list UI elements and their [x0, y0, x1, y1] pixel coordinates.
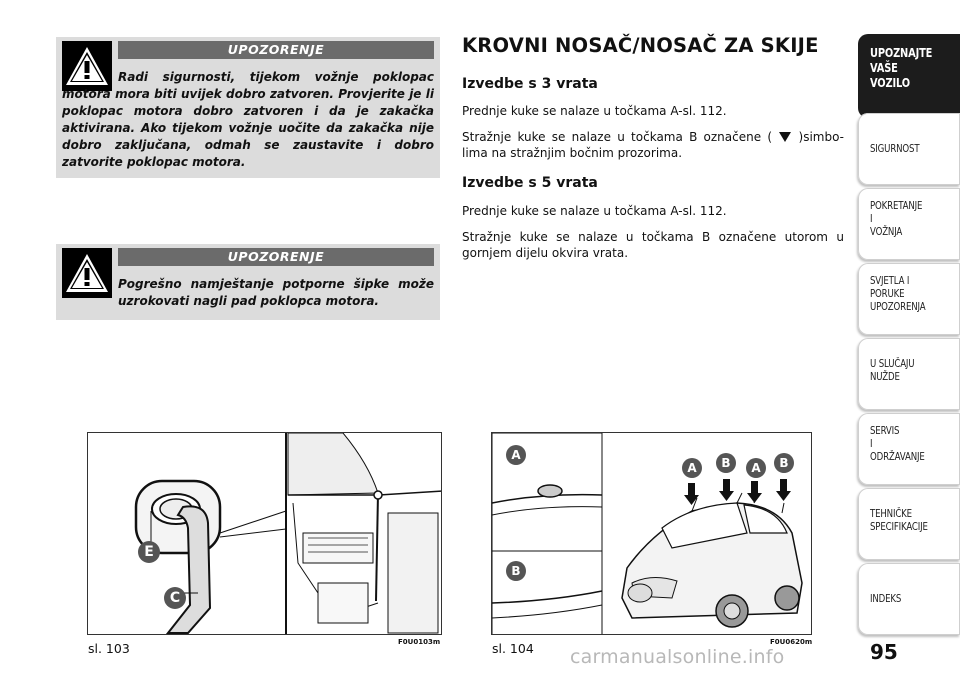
marker-b: B	[716, 453, 736, 473]
marker-a: A	[506, 445, 526, 465]
tab-label: SERVIS I ODRŽAVANJE	[870, 425, 925, 463]
tab-label: TEHNIČKE SPECIFIKACIJE	[870, 508, 928, 533]
warning-heading: UPOZORENJE	[118, 41, 434, 59]
tab-sigurnost[interactable]	[858, 113, 960, 185]
tab-label: U SLUČAJU NUŽDE	[870, 358, 915, 383]
warning-box-support-rod	[56, 244, 440, 320]
marker-a: A	[746, 458, 766, 478]
paragraph-text: )simbo-lima na stražnjim bočnim prozorima.	[462, 130, 844, 160]
paragraph: Prednje kuke se nalaze u točkama A-sl. 112.	[462, 204, 727, 218]
figure-label: sl. 104	[492, 641, 534, 656]
warning-heading: UPOZORENJE	[118, 248, 434, 266]
down-triangle-symbol-icon	[779, 132, 791, 142]
hood-rod-illustration	[88, 433, 442, 635]
figure-code: F0U0103m	[398, 638, 441, 646]
tab-svjetla-i-poruke-upozorenja[interactable]	[858, 263, 960, 335]
figure-label: sl. 103	[88, 641, 130, 656]
marker-a: A	[682, 458, 702, 478]
tab-label: UPOZNAJTE VAŠE VOZILO	[870, 46, 933, 90]
marker-c: C	[164, 587, 186, 609]
watermark: carmanualsonline.info	[570, 646, 785, 668]
warning-triangle-icon	[62, 248, 112, 298]
tab-label: SVJETLA I PORUKE UPOZORENJA	[870, 275, 926, 313]
page-title: KROVNI NOSAČ/NOSAČ ZA SKIJE	[462, 34, 819, 57]
warning-box-hood-closed	[56, 37, 440, 178]
tab-servis-i-odrzavanje[interactable]	[858, 413, 960, 485]
figure-hood-support-rod	[87, 432, 442, 635]
tab-label: INDEKS	[870, 593, 902, 605]
marker-b: B	[506, 561, 526, 581]
paragraph	[462, 129, 844, 161]
tab-upoznajte-vase-vozilo[interactable]	[858, 34, 960, 118]
figure-code: F0U0620m	[770, 638, 813, 646]
paragraph: Prednje kuke se nalaze u točkama A-sl. 112.	[462, 104, 727, 118]
marker-e: E	[138, 541, 160, 563]
tab-indeks[interactable]	[858, 563, 960, 635]
warning-text: Pogrešno namještanje potporne šipke može uzrokovati nagli pad poklopca motora.	[118, 277, 434, 308]
section-heading-5-door: Izvedbe s 5 vrata	[462, 175, 598, 191]
paragraph: Stražnje kuke se nalaze u točkama B označene utorom u gornjem dijelu okvira vrata.	[462, 230, 844, 260]
tab-label: SIGURNOST	[870, 143, 920, 155]
figure-roof-rack-points	[491, 432, 812, 635]
tab-label: POKRETANJE I VOŽNJA	[870, 200, 923, 238]
page-number: 95	[870, 640, 898, 664]
paragraph-text: Stražnje kuke se nalaze u točkama B označene (	[462, 130, 773, 144]
tab-u-slucaju-nuzde[interactable]	[858, 338, 960, 410]
tab-tehnicke-specifikacije[interactable]	[858, 488, 960, 560]
warning-text: Radi sigurnosti, tijekom vožnje poklopac motora mora biti uvijek dobro zatvoren. Provjerite je li poklopac motora dobro zatvoren i da je zakačka aktivirana. Ako tijekom vožnje uočite da zakačka nije dobro zaključana, odmah se zaustavite i dobro zatvorite poklopac motora.	[62, 70, 434, 169]
tab-pokretanje-i-voznja[interactable]	[858, 188, 960, 260]
section-heading-3-door: Izvedbe s 3 vrata	[462, 76, 598, 92]
marker-b: B	[774, 453, 794, 473]
